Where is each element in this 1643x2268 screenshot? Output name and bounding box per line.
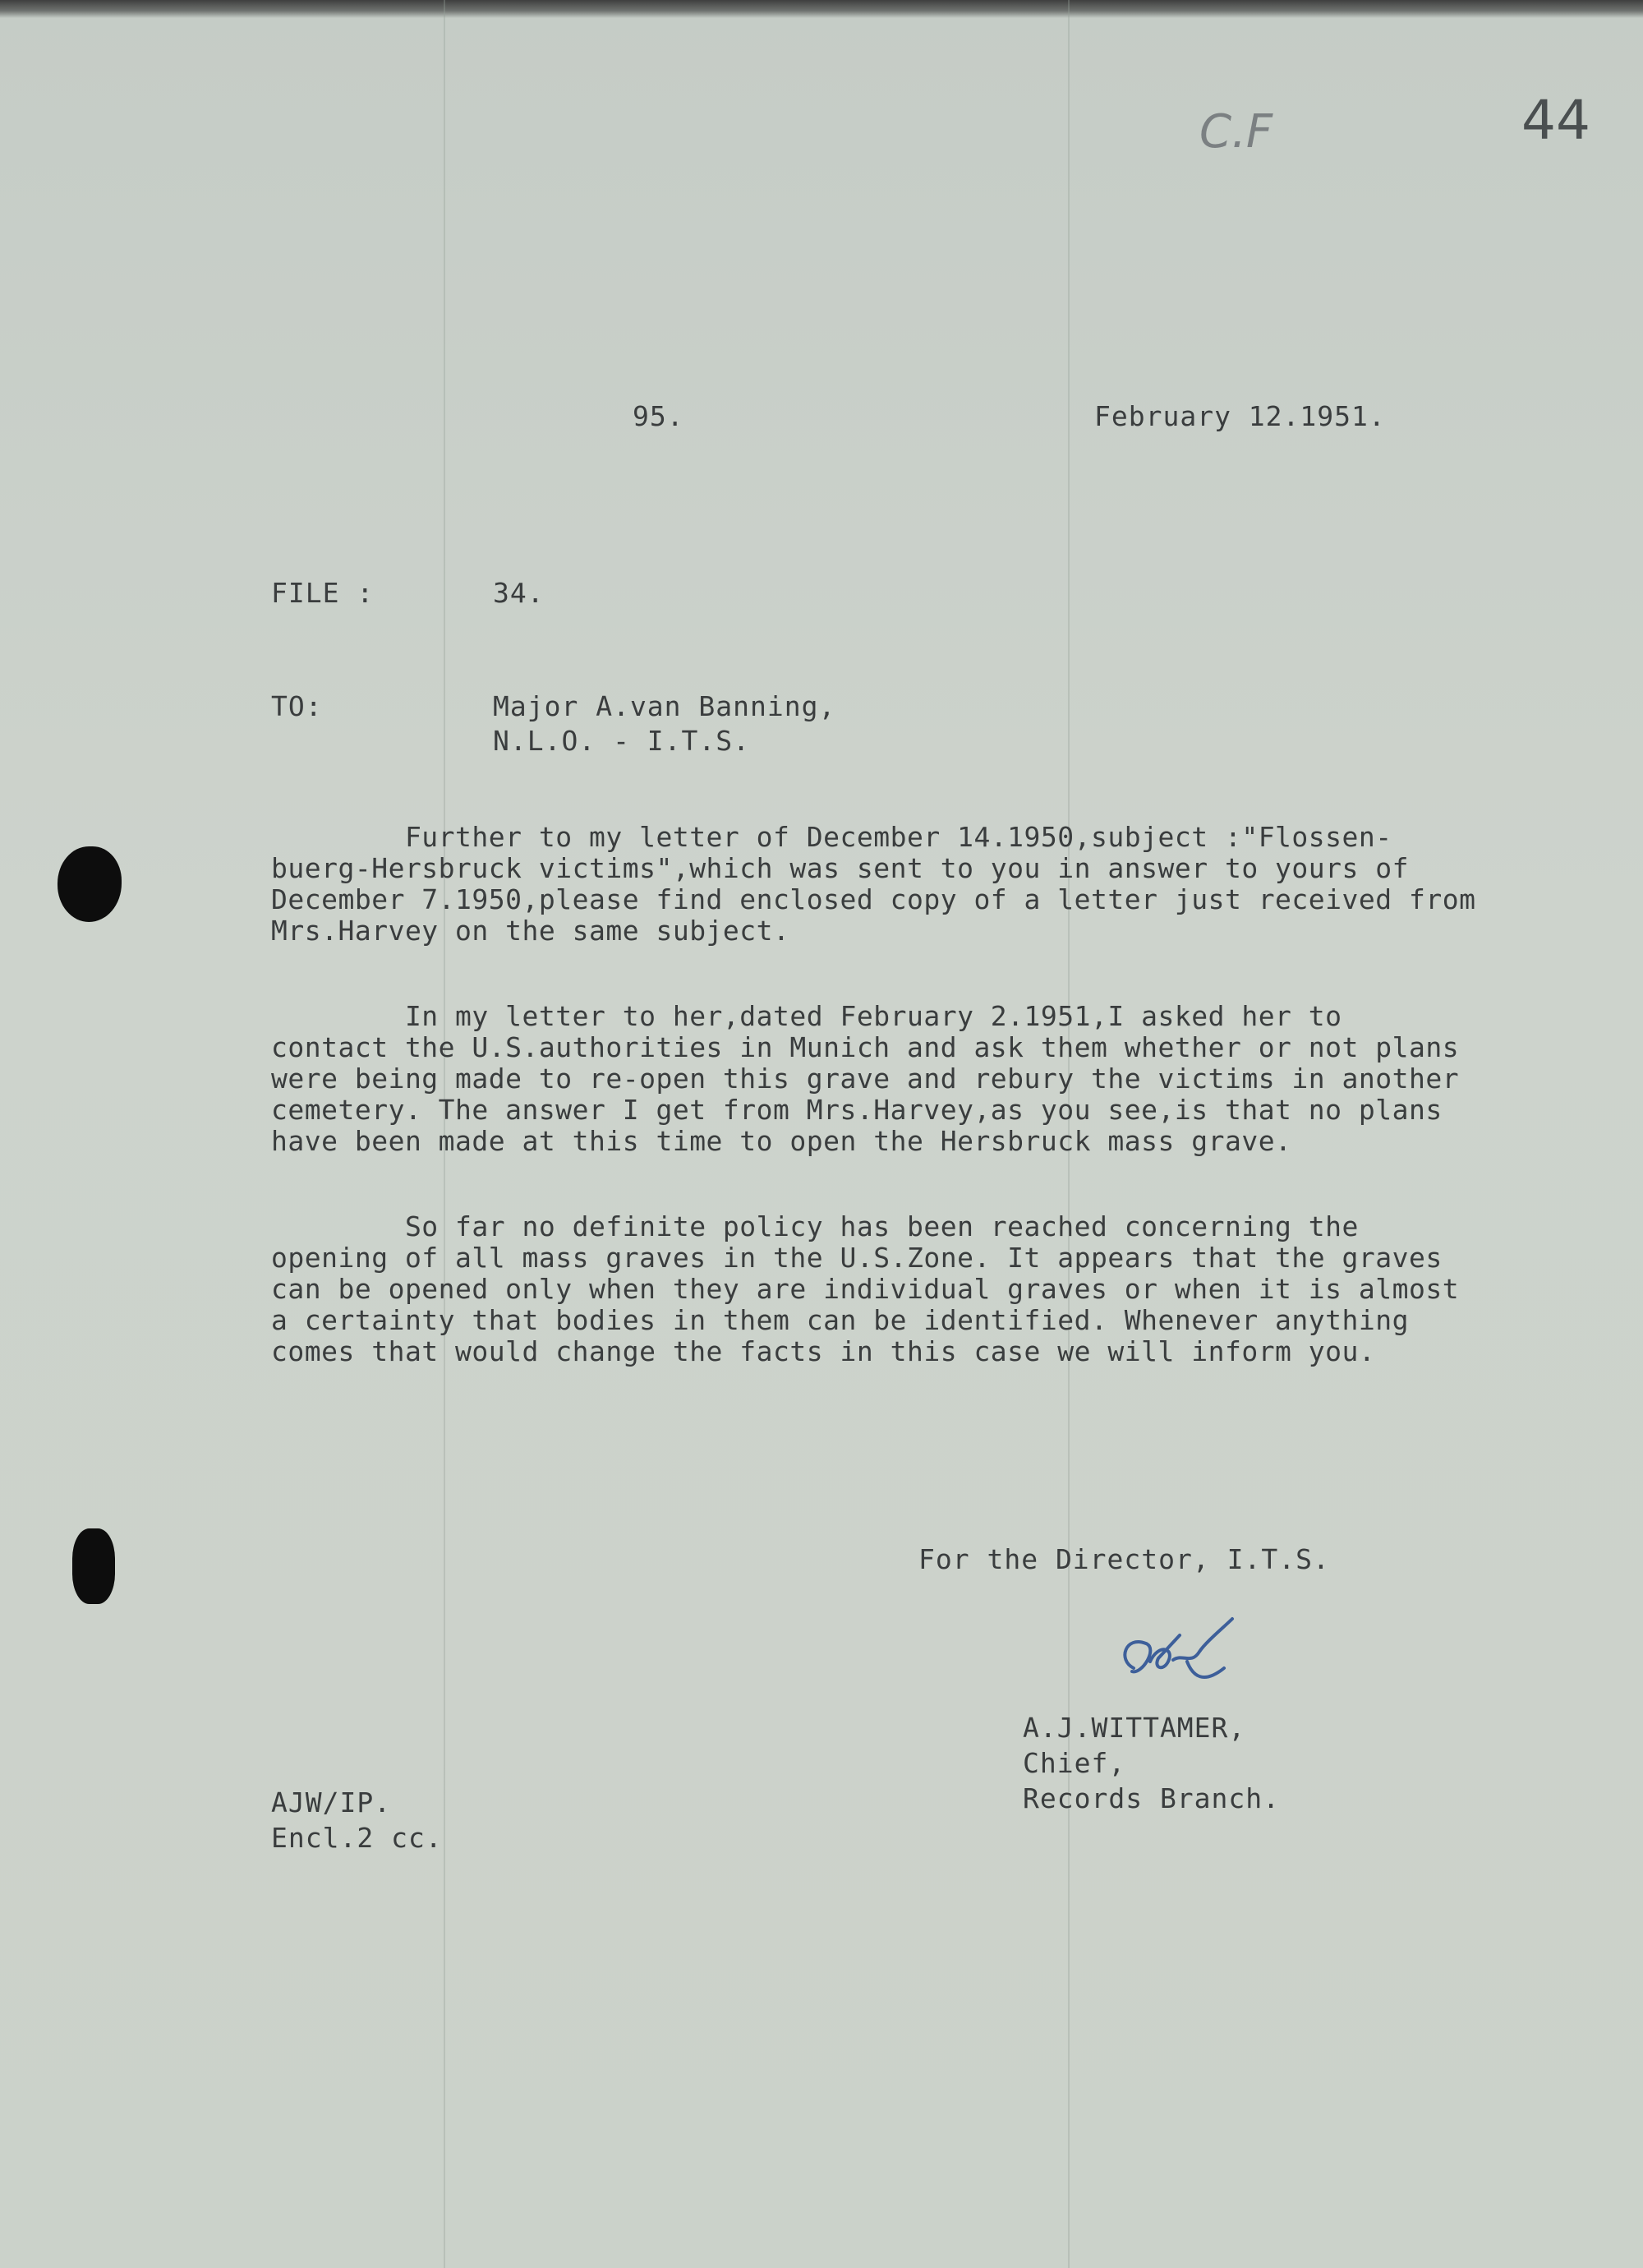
paragraph-2	[271, 1001, 1520, 1157]
handwritten-signature	[1101, 1611, 1249, 1709]
paragraph-line: So far no definite policy has been reached concerning the	[271, 1210, 1359, 1242]
scan-top-edge	[0, 0, 1643, 18]
punch-hole	[72, 1528, 115, 1604]
recipient-office: N.L.O. - I.T.S.	[493, 725, 751, 757]
punch-hole	[58, 846, 122, 922]
paragraph-line: cemetery. The answer I get from Mrs.Harvey,as you see,is that no plans	[271, 1094, 1443, 1126]
paragraph-line: Mrs.Harvey on the same subject.	[271, 915, 790, 947]
handwritten-corner-mark: C.F	[1199, 105, 1273, 159]
paragraph-line: December 7.1950,please find enclosed copy of a letter just received from	[271, 883, 1476, 915]
recipient-name: Major A.van Banning,	[493, 690, 836, 722]
reference-number: 95.	[633, 400, 684, 432]
paragraph-line: buerg-Hersbruck victims",which was sent to you in answer to yours of	[271, 852, 1410, 884]
paragraph-line: opening of all mass graves in the U.S.Zone. It appears that the graves	[271, 1242, 1443, 1274]
handwritten-page-number: 44	[1521, 89, 1590, 152]
file-number: 34.	[493, 577, 545, 609]
paragraph-line: a certainty that bodies in them can be identified. Whenever anything	[271, 1304, 1410, 1336]
reference-initials: AJW/IP.	[271, 1786, 392, 1819]
paragraph-line: contact the U.S.authorities in Munich and ask them whether or not plans	[271, 1031, 1460, 1063]
paragraph-line: Further to my letter of December 14.1950,subject :"Flossen-	[271, 821, 1392, 853]
paragraph-3	[271, 1211, 1520, 1367]
paragraph-line: In my letter to her,dated February 2.1951,I asked her to	[271, 1000, 1342, 1032]
signatory-name: A.J.WITTAMER,	[1023, 1712, 1246, 1744]
file-label: FILE :	[271, 577, 375, 609]
paragraph-line: have been made at this time to open the Hersbruck mass grave.	[271, 1125, 1292, 1157]
signatory-branch: Records Branch.	[1023, 1782, 1281, 1814]
paragraph-line: comes that would change the facts in this case we will inform you.	[271, 1335, 1376, 1367]
paragraph-line: were being made to re-open this grave and rebury the victims in another	[271, 1063, 1460, 1095]
paragraph-1	[271, 822, 1520, 947]
to-label: TO:	[271, 690, 323, 722]
signature-for-line: For the Director, I.T.S.	[918, 1543, 1330, 1575]
signatory-title: Chief,	[1023, 1747, 1126, 1779]
letter-date: February 12.1951.	[1094, 400, 1386, 432]
paragraph-line: can be opened only when they are individual graves or when it is almost	[271, 1273, 1460, 1305]
enclosure-note: Encl.2 cc.	[271, 1822, 443, 1854]
